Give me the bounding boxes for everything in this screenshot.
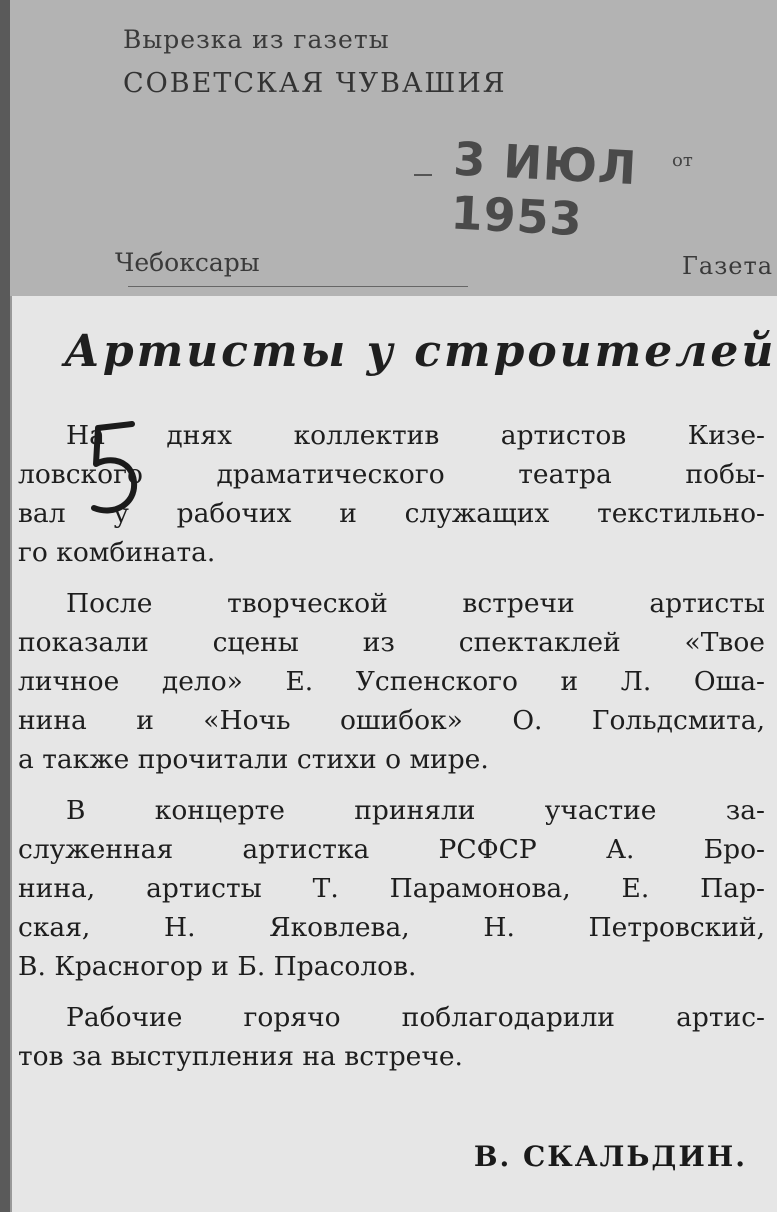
text-line: а также прочитали стихи о мире.	[18, 744, 489, 775]
article-clipping	[10, 296, 777, 1212]
paragraph-2	[18, 584, 765, 779]
text-line: После творческой встречи артисты	[66, 588, 765, 619]
author-signature: В. СКАЛЬДИН.	[473, 1140, 747, 1173]
text-line: вал у рабочих и служащих текстильно-	[18, 498, 765, 529]
text-line: нина, артисты Т. Парамонова, Е. Пар-	[18, 873, 765, 904]
text-line: тов за выступления на встрече.	[18, 1041, 463, 1072]
newspaper-name: СОВЕТСКАЯ ЧУВАШИЯ	[123, 68, 507, 99]
gazeta-label: Газета	[682, 252, 774, 280]
paragraph-gap	[18, 986, 765, 998]
clipping-header	[10, 0, 777, 300]
clipping-label: Вырезка из газеты	[123, 25, 390, 54]
text-line: служенная артистка РСФСР А. Бро-	[18, 834, 765, 865]
text-line: показали сцены из спектаклей «Твое	[18, 627, 765, 658]
text-line: го комбината.	[18, 537, 216, 568]
text-line: На днях коллектив артистов Кизе-	[66, 420, 765, 451]
stamp-dash	[414, 174, 432, 176]
scan-edge	[0, 0, 10, 1212]
city-label: Чебоксары	[115, 248, 260, 277]
header-rule	[128, 286, 468, 287]
stamp-from-label: от	[672, 150, 693, 171]
text-line: ская, Н. Яковлева, Н. Петровский,	[18, 912, 765, 943]
paragraph-1	[18, 416, 765, 572]
paragraph-4	[18, 998, 765, 1076]
paragraph-gap	[18, 779, 765, 791]
date-stamp: 3 ИЮЛ 1953	[449, 131, 639, 247]
paragraph-3	[18, 791, 765, 986]
text-line: В. Красногор и Б. Прасолов.	[18, 951, 417, 982]
text-line: нина и «Ночь ошибок» О. Гольдсмита,	[18, 705, 765, 736]
text-line: В концерте приняли участие за-	[66, 795, 765, 826]
text-line: Рабочие горячо поблагодарили артис-	[66, 1002, 765, 1033]
article-title: Артисты у строителей	[64, 326, 777, 377]
text-line: личное дело» Е. Успенского и Л. Оша-	[18, 666, 765, 697]
article-body	[18, 416, 765, 1076]
text-line: ловского драматического театра побы-	[18, 459, 765, 490]
paragraph-gap	[18, 572, 765, 584]
